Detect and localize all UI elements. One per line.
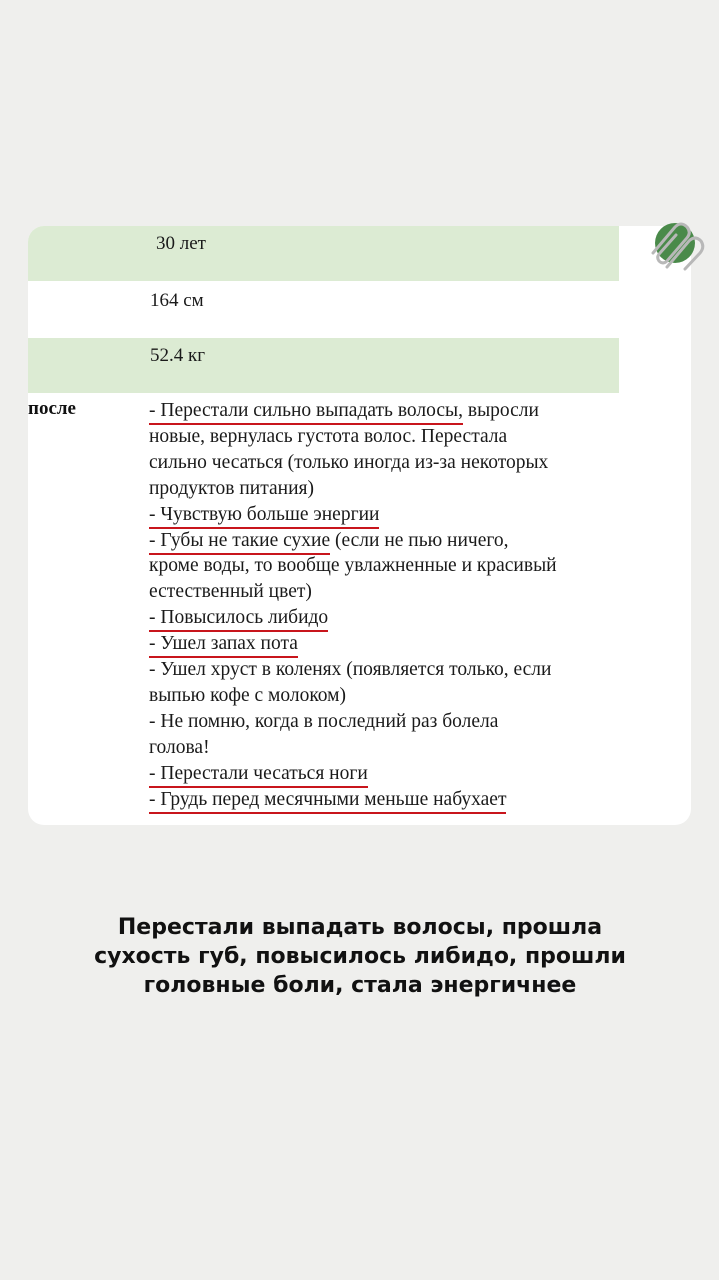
note-line: продуктов питания) <box>149 477 314 499</box>
weight-value: 52.4 кг <box>150 345 206 366</box>
note-line: - Не помню, когда в последний раз болела <box>149 710 499 732</box>
note-line <box>149 528 624 554</box>
note-underline: - Грудь перед месячными меньше набухает <box>149 789 506 814</box>
survey-table-card <box>28 226 691 825</box>
table-row-age <box>28 226 619 281</box>
note-underline: - Перестали сильно выпадать волосы, <box>149 400 463 425</box>
note-line: выпью кофе с молоком) <box>149 684 347 706</box>
note-underline: - Ушел запах пота <box>149 633 298 658</box>
note-underline: - Перестали чесаться ноги <box>149 763 368 788</box>
caption-line: Перестали выпадать волосы, прошла <box>117 915 603 940</box>
age-value: 30 лет <box>156 233 206 254</box>
after-label: после <box>28 398 76 419</box>
note-line: - Ушел хруст в коленях (появляется только, если <box>149 659 552 681</box>
height-value: 164 см <box>150 290 204 311</box>
table-row-height <box>28 281 619 337</box>
note-line <box>149 631 624 657</box>
note-line-rest: (если не пью ничего, <box>330 529 509 551</box>
after-notes <box>149 398 624 813</box>
note-line <box>149 502 624 528</box>
paperclip-icon <box>645 213 705 273</box>
note-line: новые, вернулась густота волос. Перестала <box>149 425 508 447</box>
note-underline: - Губы не такие сухие <box>149 530 330 555</box>
note-line <box>149 787 624 813</box>
note-line <box>149 761 624 787</box>
note-underline: - Чувствую больше энергии <box>149 504 379 529</box>
note-line <box>149 398 624 424</box>
note-line-rest: выросли <box>462 400 539 421</box>
note-underline: - Повысилось либидо <box>149 607 328 632</box>
table-row-weight <box>28 338 619 393</box>
caption-line: головные боли, стала энергичнее <box>143 973 577 998</box>
summary-caption <box>60 913 660 1000</box>
note-line: кроме воды, то вообще увлажненные и красивый <box>149 555 557 577</box>
note-line: сильно чесаться (только иногда из-за некоторых <box>149 451 549 473</box>
note-line <box>149 605 624 631</box>
note-line: голова! <box>149 736 210 758</box>
caption-line: сухость губ, повысилось либидо, прошли <box>94 944 626 969</box>
note-line: естественный цвет) <box>149 581 312 603</box>
